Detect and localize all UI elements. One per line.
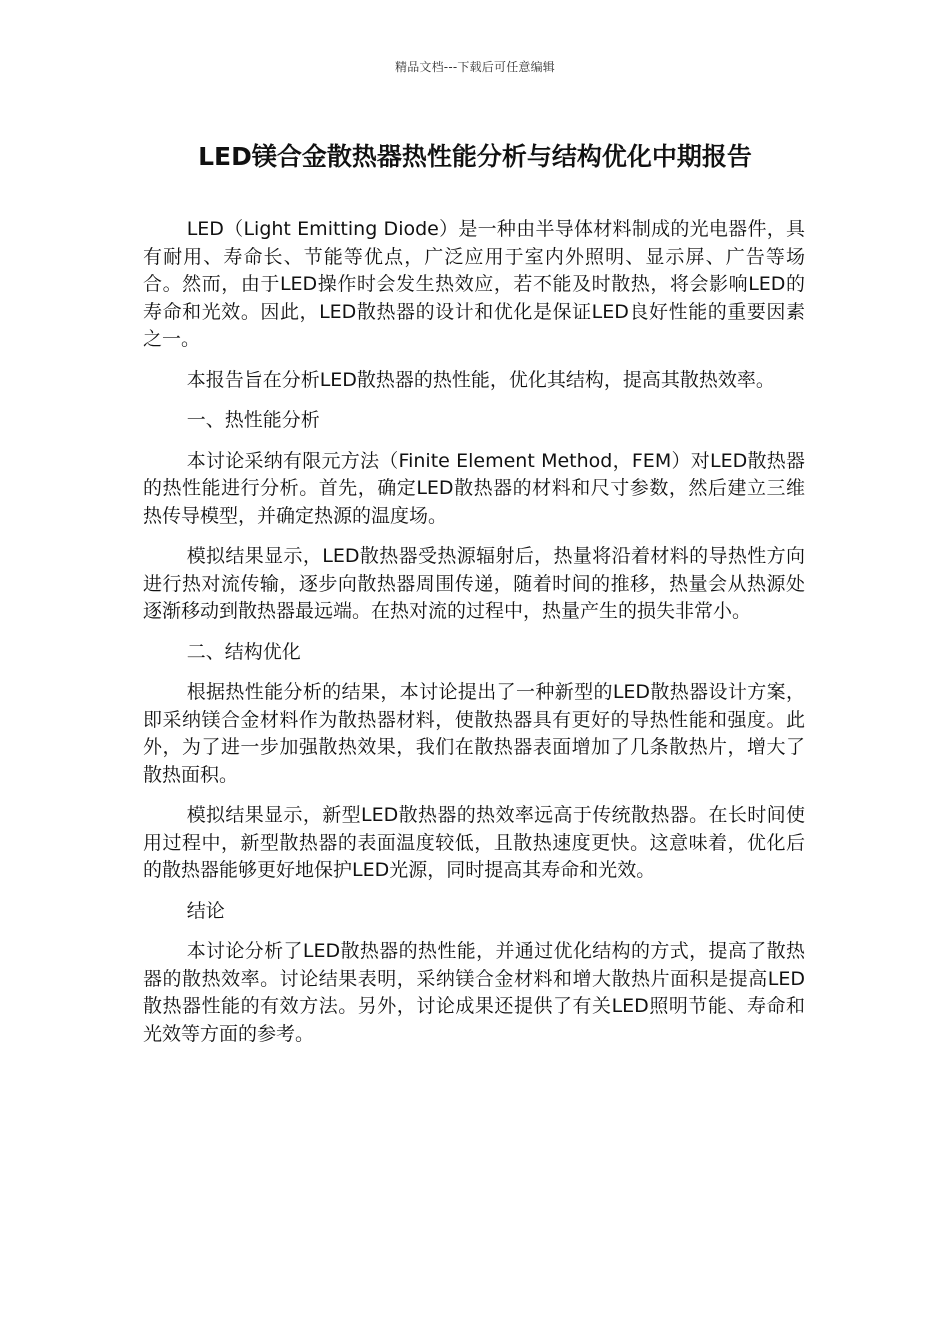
paragraph-design-proposal: 根据热性能分析的结果，本讨论提出了一种新型的LED散热器设计方案，即采纳镁合金材料作为散热器材料，使散热器具有更好的导热性能和强度。此外，为了进一步加强散热效果，我们在散热器表面增加了几条散热片，增大了散热面积。 [143, 681, 805, 786]
header-note: 精品文档---下载后可任意编辑 [395, 60, 555, 74]
paragraph-simulation-results: 模拟结果显示，LED散热器受热源辐射后，热量将沿着材料的导热性方向进行热对流传输，逐步向散热器周围传递，随着时间的推移，热量会从热源处逐渐移动到散热器最远端。在热对流的过程中，热量产生的损失非常小。 [143, 545, 805, 622]
paragraph-fem-method: 本讨论采纳有限元方法（Finite Element Method，FEM）对LED散热器的热性能进行分析。首先，确定LED散热器的材料和尺寸参数，然后建立三维热传导模型，并确定热源的温度场。 [143, 449, 805, 527]
section-heading-thermal-analysis: 一、热性能分析 [186, 409, 320, 431]
section-heading-structure-optimization: 二、结构优化 [186, 640, 301, 663]
paragraph-conclusion: 本讨论分析了LED散热器的热性能，并通过优化结构的方式，提高了散热器的散热效率。讨论结果表明，采纳镁合金材料和增大散热片面积是提高LED散热器性能的有效方法。另外，讨论成果还提供了有关LED照明节能、寿命和光效等方面的参考。 [143, 940, 805, 1045]
section-heading-conclusion: 结论 [186, 899, 225, 922]
paragraph-intro: LED（Light Emitting Diode）是一种由半导体材料制成的光电器件，具有耐用、寿命长、节能等优点，广泛应用于室内外照明、显示屏、广告等场合。然而，由于LED操作时会发生热效应，若不能及时散热，将会影响LED的寿命和光效。因此，LED散热器的设计和优化是保证LED良好性能的重要因素之一。 [143, 218, 805, 350]
document-title: LED镁合金散热器热性能分析与结构优化中期报告 [198, 142, 752, 171]
paragraph-purpose: 本报告旨在分析LED散热器的热性能，优化其结构，提高其散热效率。 [186, 368, 775, 391]
paragraph-optimized-results: 模拟结果显示，新型LED散热器的热效率远高于传统散热器。在长时间使用过程中，新型散热器的表面温度较低，且散热速度更快。这意味着，优化后的散热器能够更好地保护LED光源，同时提高其寿命和光效。 [143, 804, 805, 881]
document-body [143, 216, 805, 1061]
